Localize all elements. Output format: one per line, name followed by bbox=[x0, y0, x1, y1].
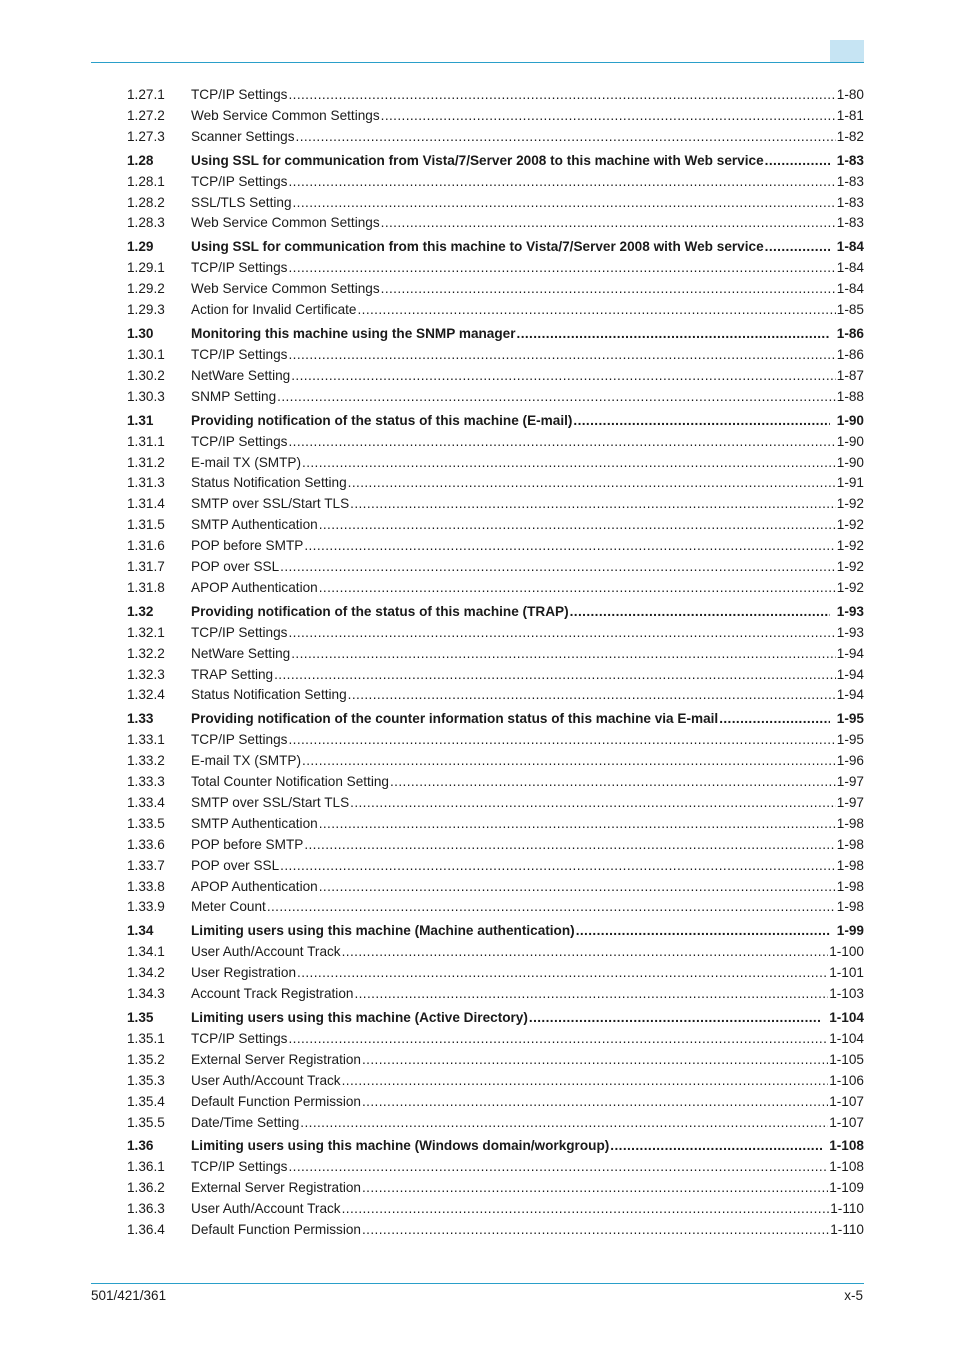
toc-entry-title: Providing notification of the status of this machine (E-mail) bbox=[191, 412, 573, 428]
toc-subsection-entry[interactable] bbox=[127, 1092, 864, 1113]
toc-dot-leader bbox=[719, 709, 830, 730]
toc-subsection-entry[interactable] bbox=[127, 665, 864, 686]
toc-subsection-entry[interactable] bbox=[127, 85, 864, 106]
toc-entry-title: E-mail TX (SMTP) bbox=[191, 753, 302, 769]
toc-subsection-entry[interactable] bbox=[127, 623, 864, 644]
toc-entry-page: 1-83 bbox=[836, 215, 864, 231]
toc-entry-number: 1.34.2 bbox=[127, 965, 165, 981]
toc-dot-leader bbox=[362, 1050, 828, 1071]
toc-entry-page: 1-110 bbox=[830, 1222, 864, 1238]
toc-entry-title: Providing notification of the status of this machine (TRAP) bbox=[191, 603, 569, 619]
toc-entry-page: 1-90 bbox=[836, 412, 864, 428]
toc-entry-page: 1-80 bbox=[836, 87, 864, 102]
toc-entry-page: 1-98 bbox=[836, 836, 864, 852]
toc-entry-number: 1.34.1 bbox=[127, 944, 165, 960]
toc-entry-page: 1-98 bbox=[836, 815, 864, 831]
toc-entry-number: 1.30.3 bbox=[127, 388, 165, 404]
toc-entry-title: Date/Time Setting bbox=[191, 1114, 300, 1130]
toc-section-entry[interactable] bbox=[127, 602, 864, 623]
toc-subsection-entry[interactable] bbox=[127, 1157, 864, 1178]
toc-subsection-entry[interactable] bbox=[127, 213, 864, 234]
toc-dot-leader bbox=[304, 835, 835, 856]
toc-dot-leader bbox=[288, 432, 835, 453]
toc-entry-number: 1.33.9 bbox=[127, 899, 165, 915]
toc-entry-page: 1-92 bbox=[836, 558, 864, 574]
toc-entry-title: SMTP over SSL/Start TLS bbox=[191, 496, 350, 512]
toc-entry-page: 1-95 bbox=[836, 711, 864, 727]
toc-entry-number: 1.35 bbox=[127, 1010, 154, 1026]
toc-subsection-entry[interactable] bbox=[127, 1113, 864, 1134]
toc-entry-page: 1-92 bbox=[836, 517, 864, 533]
toc-entry-page: 1-96 bbox=[836, 753, 864, 769]
toc-entry-number: 1.31.4 bbox=[127, 496, 165, 512]
toc-subsection-entry[interactable] bbox=[127, 835, 864, 856]
toc-entry-number: 1.33 bbox=[127, 711, 154, 727]
toc-subsection-entry[interactable] bbox=[127, 494, 864, 515]
toc-subsection-entry[interactable] bbox=[127, 345, 864, 366]
toc-entry-title: TCP/IP Settings bbox=[191, 732, 288, 748]
toc-entry-title: External Server Registration bbox=[191, 1180, 361, 1196]
toc-entry-number: 1.31.6 bbox=[127, 538, 165, 554]
toc-dot-leader bbox=[570, 602, 830, 623]
toc-dot-leader bbox=[288, 730, 835, 751]
toc-entry-number: 1.36.4 bbox=[127, 1222, 165, 1238]
toc-entry-page: 1-109 bbox=[829, 1180, 864, 1196]
toc-dot-leader bbox=[288, 623, 835, 644]
toc-dot-leader bbox=[291, 644, 836, 665]
toc-entry-number: 1.27.3 bbox=[127, 128, 165, 144]
toc-entry-number: 1.29.2 bbox=[127, 281, 165, 297]
toc-dot-leader bbox=[274, 665, 836, 686]
toc-dot-leader bbox=[267, 897, 836, 918]
toc-dot-leader bbox=[362, 1220, 829, 1241]
toc-entry-number: 1.30.2 bbox=[127, 367, 165, 383]
toc-entry-number: 1.34.3 bbox=[127, 986, 165, 1002]
toc-entry-page: 1-90 bbox=[836, 454, 864, 470]
toc-dot-leader bbox=[381, 279, 836, 300]
toc-entry-title: Default Function Permission bbox=[191, 1093, 361, 1109]
toc-dot-leader bbox=[350, 494, 836, 515]
footer-model: 501/421/361 bbox=[91, 1288, 167, 1303]
toc-entry-page: 1-84 bbox=[836, 281, 864, 297]
toc-dot-leader bbox=[296, 127, 836, 148]
header-rule bbox=[91, 62, 864, 63]
toc-entry-title: TCP/IP Settings bbox=[191, 433, 288, 449]
toc-entry-number: 1.33.3 bbox=[127, 774, 165, 790]
toc-entry-page: 1-104 bbox=[829, 1010, 864, 1026]
toc-section-entry[interactable] bbox=[127, 324, 864, 345]
toc-entry-title: NetWare Setting bbox=[191, 367, 291, 383]
toc-entry-page: 1-91 bbox=[836, 475, 864, 491]
toc-subsection-entry[interactable] bbox=[127, 578, 864, 599]
toc-entry-number: 1.28.3 bbox=[127, 215, 165, 231]
toc-section-entry[interactable] bbox=[127, 1008, 864, 1029]
toc-entry-number: 1.36.3 bbox=[127, 1201, 165, 1217]
toc-entry-title: User Auth/Account Track bbox=[191, 1201, 341, 1217]
toc-entry-title: APOP Authentication bbox=[191, 579, 318, 595]
toc-subsection-entry[interactable] bbox=[127, 793, 864, 814]
toc-entry-number: 1.32.3 bbox=[127, 666, 165, 682]
toc-subsection-entry[interactable] bbox=[127, 1178, 864, 1199]
toc-entry-page: 1-97 bbox=[836, 794, 864, 810]
toc-entry-number: 1.31.2 bbox=[127, 454, 165, 470]
toc-entry-title: SMTP Authentication bbox=[191, 517, 318, 533]
toc-entry-number: 1.27.2 bbox=[127, 107, 165, 123]
toc-entry-number: 1.32.4 bbox=[127, 687, 165, 703]
toc-subsection-entry[interactable] bbox=[127, 193, 864, 214]
toc-subsection-entry[interactable] bbox=[127, 856, 864, 877]
toc-entry-title: Web Service Common Settings bbox=[191, 281, 380, 297]
toc-entry-number: 1.35.2 bbox=[127, 1051, 165, 1067]
toc-entry-page: 1-86 bbox=[836, 326, 864, 342]
toc-entry-title: Providing notification of the counter information status of this machine via E-mail bbox=[191, 711, 719, 727]
toc-dot-leader bbox=[573, 411, 829, 432]
toc-entry-number: 1.33.6 bbox=[127, 836, 165, 852]
toc-entry-title: Status Notification Setting bbox=[191, 475, 347, 491]
footer-rule bbox=[91, 1283, 864, 1284]
toc-entry-page: 1-98 bbox=[836, 878, 864, 894]
toc-entry-page: 1-83 bbox=[836, 173, 864, 189]
toc-dot-leader bbox=[288, 258, 835, 279]
toc-subsection-entry[interactable] bbox=[127, 172, 864, 193]
toc-entry-title: Status Notification Setting bbox=[191, 687, 347, 703]
toc-subsection-entry[interactable] bbox=[127, 279, 864, 300]
toc-entry-title: TCP/IP Settings bbox=[191, 173, 288, 189]
toc-entry-title: NetWare Setting bbox=[191, 645, 291, 661]
toc-entry-title: User Registration bbox=[191, 965, 297, 981]
toc-entry-page: 1-95 bbox=[836, 732, 864, 748]
toc-entry-page: 1-83 bbox=[836, 152, 864, 168]
toc-entry-page: 1-105 bbox=[829, 1051, 864, 1067]
toc-entry-title: TCP/IP Settings bbox=[191, 1030, 288, 1046]
toc-dot-leader bbox=[354, 984, 828, 1005]
toc-dot-leader bbox=[362, 1092, 828, 1113]
toc-subsection-entry[interactable] bbox=[127, 984, 864, 1005]
toc-entry-page: 1-107 bbox=[829, 1093, 864, 1109]
toc-subsection-entry[interactable] bbox=[127, 814, 864, 835]
toc-entry-page: 1-92 bbox=[836, 538, 864, 554]
toc-entry-page: 1-106 bbox=[829, 1072, 864, 1088]
toc-entry-page: 1-100 bbox=[829, 944, 864, 960]
toc-dot-leader bbox=[381, 213, 836, 234]
toc-subsection-entry[interactable] bbox=[127, 1199, 864, 1220]
toc-dot-leader bbox=[319, 578, 836, 599]
table-of-contents bbox=[127, 85, 864, 1241]
toc-entry-title: Limiting users using this machine (Active Directory) bbox=[191, 1010, 528, 1026]
toc-entry-page: 1-94 bbox=[836, 666, 864, 682]
toc-dot-leader bbox=[319, 515, 836, 536]
toc-dot-leader bbox=[297, 963, 828, 984]
toc-entry-page: 1-107 bbox=[829, 1114, 864, 1130]
toc-dot-leader bbox=[350, 793, 836, 814]
toc-entry-number: 1.31.1 bbox=[127, 433, 165, 449]
toc-subsection-entry[interactable] bbox=[127, 685, 864, 706]
toc-subsection-entry[interactable] bbox=[127, 515, 864, 536]
toc-entry-title: APOP Authentication bbox=[191, 878, 318, 894]
toc-entry-title: POP before SMTP bbox=[191, 538, 304, 554]
toc-entry-number: 1.35.4 bbox=[127, 1093, 165, 1109]
toc-entry-title: SSL/TLS Setting bbox=[191, 194, 292, 210]
toc-entry-number: 1.33.1 bbox=[127, 732, 165, 748]
toc-dot-leader bbox=[288, 1157, 828, 1178]
toc-dot-leader bbox=[293, 193, 836, 214]
toc-subsection-entry[interactable] bbox=[127, 1071, 864, 1092]
toc-dot-leader bbox=[765, 237, 830, 258]
toc-entry-title: Monitoring this machine using the SNMP manager bbox=[191, 326, 516, 342]
toc-entry-number: 1.31.3 bbox=[127, 475, 165, 491]
footer-page-number: x-5 bbox=[844, 1288, 863, 1303]
toc-dot-leader bbox=[381, 106, 836, 127]
toc-entry-title: TCP/IP Settings bbox=[191, 346, 288, 362]
toc-entry-number: 1.34 bbox=[127, 923, 154, 939]
toc-entry-page: 1-92 bbox=[836, 579, 864, 595]
toc-entry-title: External Server Registration bbox=[191, 1051, 361, 1067]
toc-subsection-entry[interactable] bbox=[127, 772, 864, 793]
toc-entry-title: POP over SSL bbox=[191, 558, 280, 574]
toc-entry-title: Scanner Settings bbox=[191, 128, 295, 144]
toc-dot-leader bbox=[576, 921, 830, 942]
toc-dot-leader bbox=[348, 685, 836, 706]
toc-entry-title: Meter Count bbox=[191, 899, 266, 915]
toc-entry-page: 1-108 bbox=[829, 1159, 864, 1175]
toc-dot-leader bbox=[342, 1071, 829, 1092]
toc-entry-title: Using SSL for communication from this machine to Vista/7/Server 2008 with Web service bbox=[191, 239, 764, 255]
toc-entry-number: 1.35.5 bbox=[127, 1114, 165, 1130]
toc-subsection-entry[interactable] bbox=[127, 942, 864, 963]
toc-entry-page: 1-98 bbox=[836, 899, 864, 915]
toc-entry-number: 1.32.1 bbox=[127, 624, 165, 640]
toc-entry-title: Total Counter Notification Setting bbox=[191, 774, 389, 790]
toc-subsection-entry[interactable] bbox=[127, 751, 864, 772]
toc-subsection-entry[interactable] bbox=[127, 473, 864, 494]
toc-dot-leader bbox=[357, 300, 835, 321]
toc-entry-page: 1-82 bbox=[836, 128, 864, 144]
toc-dot-leader bbox=[390, 772, 836, 793]
toc-subsection-entry[interactable] bbox=[127, 897, 864, 918]
toc-section-entry[interactable] bbox=[127, 151, 864, 172]
toc-entry-number: 1.31.5 bbox=[127, 517, 165, 533]
toc-subsection-entry[interactable] bbox=[127, 106, 864, 127]
toc-entry-title: E-mail TX (SMTP) bbox=[191, 454, 302, 470]
toc-entry-number: 1.31 bbox=[127, 412, 154, 428]
toc-dot-leader bbox=[610, 1136, 822, 1157]
toc-entry-page: 1-104 bbox=[829, 1030, 864, 1046]
toc-entry-page: 1-84 bbox=[836, 239, 864, 255]
toc-entry-page: 1-93 bbox=[836, 603, 864, 619]
toc-entry-number: 1.36 bbox=[127, 1138, 154, 1154]
toc-dot-leader bbox=[280, 856, 836, 877]
toc-entry-title: POP over SSL bbox=[191, 857, 280, 873]
toc-entry-number: 1.30 bbox=[127, 326, 154, 342]
toc-entry-number: 1.33.2 bbox=[127, 753, 165, 769]
toc-entry-title: Web Service Common Settings bbox=[191, 215, 380, 231]
toc-dot-leader bbox=[302, 453, 836, 474]
toc-entry-number: 1.28.2 bbox=[127, 194, 165, 210]
toc-dot-leader bbox=[288, 85, 835, 106]
toc-dot-leader bbox=[302, 751, 836, 772]
toc-entry-title: Account Track Registration bbox=[191, 986, 354, 1002]
toc-entry-title: SNMP Setting bbox=[191, 388, 277, 404]
toc-subsection-entry[interactable] bbox=[127, 1220, 864, 1241]
toc-entry-title: TCP/IP Settings bbox=[191, 260, 288, 276]
toc-dot-leader bbox=[288, 172, 835, 193]
toc-entry-title: Default Function Permission bbox=[191, 1222, 361, 1238]
toc-subsection-entry[interactable] bbox=[127, 963, 864, 984]
toc-entry-number: 1.29 bbox=[127, 239, 154, 255]
toc-entry-title: TRAP Setting bbox=[191, 666, 274, 682]
toc-subsection-entry[interactable] bbox=[127, 877, 864, 898]
toc-entry-page: 1-99 bbox=[836, 923, 864, 939]
toc-entry-number: 1.33.5 bbox=[127, 815, 165, 831]
toc-section-entry[interactable] bbox=[127, 411, 864, 432]
toc-entry-number: 1.27.1 bbox=[127, 87, 165, 102]
toc-dot-leader bbox=[319, 814, 836, 835]
toc-entry-page: 1-94 bbox=[836, 687, 864, 703]
toc-dot-leader bbox=[288, 345, 835, 366]
toc-dot-leader bbox=[280, 557, 836, 578]
toc-entry-number: 1.33.8 bbox=[127, 878, 165, 894]
toc-entry-title: User Auth/Account Track bbox=[191, 1072, 341, 1088]
toc-entry-page: 1-97 bbox=[836, 774, 864, 790]
toc-dot-leader bbox=[362, 1178, 828, 1199]
toc-entry-number: 1.35.1 bbox=[127, 1030, 165, 1046]
toc-entry-page: 1-81 bbox=[836, 107, 864, 123]
toc-entry-title: Limiting users using this machine (Machine authentication) bbox=[191, 923, 575, 939]
toc-dot-leader bbox=[300, 1113, 828, 1134]
toc-entry-number: 1.28.1 bbox=[127, 173, 165, 189]
toc-subsection-entry[interactable] bbox=[127, 300, 864, 321]
toc-subsection-entry[interactable] bbox=[127, 644, 864, 665]
toc-entry-number: 1.29.1 bbox=[127, 260, 165, 276]
toc-entry-number: 1.31.8 bbox=[127, 579, 165, 595]
toc-subsection-entry[interactable] bbox=[127, 432, 864, 453]
toc-entry-page: 1-103 bbox=[829, 986, 864, 1002]
toc-entry-title: SMTP Authentication bbox=[191, 815, 318, 831]
toc-entry-page: 1-94 bbox=[836, 645, 864, 661]
toc-entry-page: 1-108 bbox=[829, 1138, 864, 1154]
toc-subsection-entry[interactable] bbox=[127, 1050, 864, 1071]
toc-dot-leader bbox=[288, 1029, 828, 1050]
header-corner-tab bbox=[830, 40, 864, 62]
toc-entry-number: 1.36.1 bbox=[127, 1159, 165, 1175]
toc-entry-page: 1-90 bbox=[836, 433, 864, 449]
toc-subsection-entry[interactable] bbox=[127, 536, 864, 557]
toc-entry-page: 1-86 bbox=[836, 346, 864, 362]
toc-subsection-entry[interactable] bbox=[127, 366, 864, 387]
toc-entry-title: User Auth/Account Track bbox=[191, 944, 341, 960]
toc-entry-page: 1-101 bbox=[829, 965, 864, 981]
toc-section-entry[interactable] bbox=[127, 709, 864, 730]
toc-subsection-entry[interactable] bbox=[127, 258, 864, 279]
toc-entry-title: Using SSL for communication from Vista/7/Server 2008 to this machine with Web service bbox=[191, 152, 764, 168]
toc-subsection-entry[interactable] bbox=[127, 127, 864, 148]
toc-dot-leader bbox=[342, 1199, 830, 1220]
toc-entry-title: TCP/IP Settings bbox=[191, 87, 288, 102]
toc-entry-page: 1-85 bbox=[836, 302, 864, 318]
toc-entry-number: 1.33.4 bbox=[127, 794, 165, 810]
toc-entry-title: POP before SMTP bbox=[191, 836, 304, 852]
toc-section-entry[interactable] bbox=[127, 1136, 864, 1157]
toc-dot-leader bbox=[348, 473, 836, 494]
toc-entry-number: 1.32.2 bbox=[127, 645, 165, 661]
toc-entry-page: 1-84 bbox=[836, 260, 864, 276]
toc-dot-leader bbox=[304, 536, 835, 557]
toc-entry-page: 1-93 bbox=[836, 624, 864, 640]
toc-subsection-entry[interactable] bbox=[127, 453, 864, 474]
toc-section-entry[interactable] bbox=[127, 921, 864, 942]
toc-entry-title: Action for Invalid Certificate bbox=[191, 302, 357, 318]
toc-entry-page: 1-87 bbox=[836, 367, 864, 383]
toc-entry-number: 1.36.2 bbox=[127, 1180, 165, 1196]
toc-dot-leader bbox=[517, 324, 830, 345]
toc-entry-number: 1.33.7 bbox=[127, 857, 165, 873]
toc-dot-leader bbox=[277, 387, 836, 408]
toc-entry-number: 1.35.3 bbox=[127, 1072, 165, 1088]
toc-section-entry[interactable] bbox=[127, 237, 864, 258]
toc-entry-title: Limiting users using this machine (Windows domain/workgroup) bbox=[191, 1138, 610, 1154]
toc-entry-page: 1-110 bbox=[830, 1201, 864, 1217]
toc-entry-number: 1.31.7 bbox=[127, 558, 165, 574]
toc-subsection-entry[interactable] bbox=[127, 387, 864, 408]
toc-entry-page: 1-83 bbox=[836, 194, 864, 210]
toc-subsection-entry[interactable] bbox=[127, 557, 864, 578]
toc-entry-title: Web Service Common Settings bbox=[191, 107, 380, 123]
toc-entry-page: 1-88 bbox=[836, 388, 864, 404]
toc-dot-leader bbox=[291, 366, 836, 387]
toc-entry-number: 1.30.1 bbox=[127, 346, 165, 362]
toc-entry-title: TCP/IP Settings bbox=[191, 1159, 288, 1175]
toc-entry-page: 1-92 bbox=[836, 496, 864, 512]
toc-entry-number: 1.28 bbox=[127, 152, 154, 168]
toc-subsection-entry[interactable] bbox=[127, 730, 864, 751]
toc-entry-title: SMTP over SSL/Start TLS bbox=[191, 794, 350, 810]
toc-dot-leader bbox=[529, 1008, 822, 1029]
toc-dot-leader bbox=[319, 877, 836, 898]
toc-dot-leader bbox=[765, 151, 830, 172]
toc-subsection-entry[interactable] bbox=[127, 1029, 864, 1050]
toc-dot-leader bbox=[342, 942, 829, 963]
toc-entry-page: 1-98 bbox=[836, 857, 864, 873]
toc-entry-title: TCP/IP Settings bbox=[191, 624, 288, 640]
toc-entry-number: 1.32 bbox=[127, 603, 154, 619]
toc-entry-number: 1.29.3 bbox=[127, 302, 165, 318]
